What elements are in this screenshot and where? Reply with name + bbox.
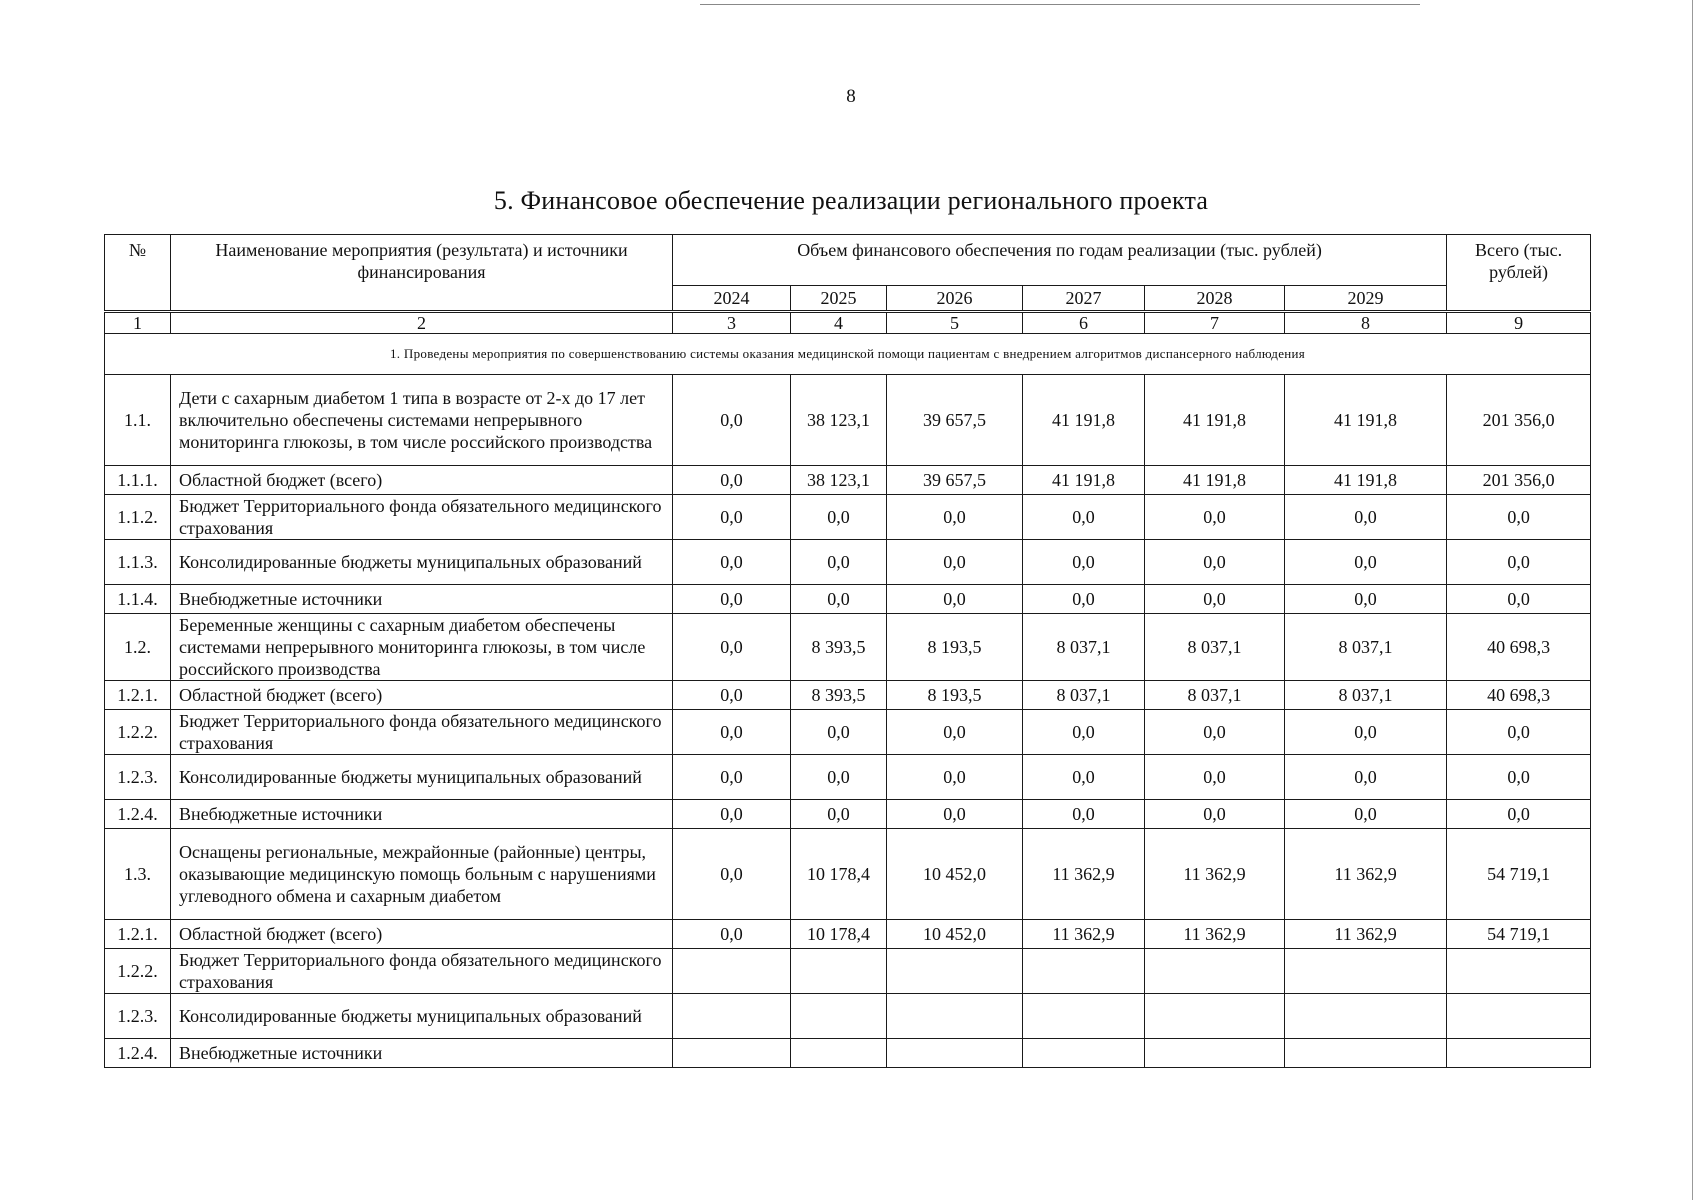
row-year-value: 0,0: [1145, 710, 1285, 755]
row-year-value: 0,0: [1145, 585, 1285, 614]
row-year-value: 10 452,0: [887, 920, 1023, 949]
row-year-value: 0,0: [673, 755, 791, 800]
column-number: 1: [105, 312, 171, 334]
row-year-value: 0,0: [887, 585, 1023, 614]
table-row: [105, 755, 1591, 800]
column-numbers-row: [105, 312, 1591, 334]
financing-table-container: [104, 234, 1590, 1068]
page-title: 5. Финансовое обеспечение реализации регионального проекта: [493, 186, 1209, 215]
scan-line-right: [1692, 0, 1693, 1200]
row-year-value: 10 178,4: [791, 829, 887, 920]
table-row: [105, 949, 1591, 994]
row-year-value: 39 657,5: [887, 466, 1023, 495]
row-year-value: 0,0: [1285, 585, 1447, 614]
row-year-value: 0,0: [673, 540, 791, 585]
row-year-value: [1285, 994, 1447, 1039]
row-year-value: 0,0: [1145, 540, 1285, 585]
column-number: 5: [887, 312, 1023, 334]
page-number: 8: [846, 86, 856, 107]
row-year-value: 0,0: [887, 800, 1023, 829]
header-total: Всего (тыс. рублей): [1447, 235, 1591, 312]
row-total-value: [1447, 994, 1591, 1039]
row-name: Дети с сахарным диабетом 1 типа в возрасте от 2-х до 17 лет включительно обеспечены системами непрерывного мониторинга глюкозы, в том числе российского производства: [171, 375, 673, 466]
row-year-value: 10 452,0: [887, 829, 1023, 920]
row-year-value: 0,0: [791, 710, 887, 755]
row-year-value: 0,0: [1145, 755, 1285, 800]
header-name: Наименование мероприятия (результата) и источники финансирования: [171, 235, 673, 312]
table-row: [105, 710, 1591, 755]
row-number: 1.2.2.: [105, 949, 171, 994]
column-number: 9: [1447, 312, 1591, 334]
row-name: Бюджет Территориального фонда обязательного медицинского страхования: [171, 710, 673, 755]
row-number: 1.1.2.: [105, 495, 171, 540]
row-year-value: 0,0: [1285, 710, 1447, 755]
column-number: 8: [1285, 312, 1447, 334]
row-year-value: 38 123,1: [791, 375, 887, 466]
row-number: 1.2.1.: [105, 681, 171, 710]
row-year-value: 0,0: [1023, 585, 1145, 614]
row-name: Внебюджетные источники: [171, 800, 673, 829]
row-name: Областной бюджет (всего): [171, 920, 673, 949]
header-year: 2026: [887, 286, 1023, 312]
row-total-value: 54 719,1: [1447, 920, 1591, 949]
column-number: 4: [791, 312, 887, 334]
row-number: 1.2.2.: [105, 710, 171, 755]
row-year-value: [791, 994, 887, 1039]
column-number: 3: [673, 312, 791, 334]
header-number: №: [105, 235, 171, 312]
financing-table: [104, 234, 1591, 1068]
row-year-value: 0,0: [673, 614, 791, 681]
header-year: 2028: [1145, 286, 1285, 312]
table-row: [105, 920, 1591, 949]
row-year-value: 0,0: [791, 585, 887, 614]
row-year-value: 8 393,5: [791, 614, 887, 681]
row-year-value: 0,0: [791, 755, 887, 800]
row-year-value: 8 037,1: [1145, 614, 1285, 681]
section-title: 1. Проведены мероприятия по совершенствованию системы оказания медицинской помощи пациентам с внедрением алгоритмов диспансерного наблюдения: [105, 334, 1591, 375]
row-year-value: 0,0: [791, 495, 887, 540]
row-year-value: 0,0: [673, 920, 791, 949]
row-year-value: 0,0: [673, 681, 791, 710]
row-name: Консолидированные бюджеты муниципальных образований: [171, 755, 673, 800]
row-year-value: 0,0: [1285, 800, 1447, 829]
row-number: 1.2.3.: [105, 755, 171, 800]
row-year-value: 8 037,1: [1145, 681, 1285, 710]
row-year-value: 0,0: [887, 710, 1023, 755]
header-year: 2024: [673, 286, 791, 312]
row-year-value: 41 191,8: [1023, 466, 1145, 495]
row-number: 1.1.: [105, 375, 171, 466]
header-row: [105, 235, 1591, 286]
row-year-value: [1145, 1039, 1285, 1068]
row-number: 1.2.4.: [105, 800, 171, 829]
row-year-value: 0,0: [673, 495, 791, 540]
row-year-value: 0,0: [1285, 755, 1447, 800]
row-year-value: 0,0: [1145, 495, 1285, 540]
row-year-value: 0,0: [673, 466, 791, 495]
row-year-value: 39 657,5: [887, 375, 1023, 466]
table-row: [105, 681, 1591, 710]
row-year-value: 8 193,5: [887, 681, 1023, 710]
row-year-value: [1145, 994, 1285, 1039]
row-year-value: 0,0: [791, 800, 887, 829]
row-total-value: 40 698,3: [1447, 614, 1591, 681]
row-total-value: 0,0: [1447, 585, 1591, 614]
table-body: [105, 312, 1591, 1068]
row-total-value: 0,0: [1447, 755, 1591, 800]
row-total-value: 0,0: [1447, 540, 1591, 585]
row-year-value: [673, 949, 791, 994]
row-year-value: [673, 994, 791, 1039]
row-number: 1.2.1.: [105, 920, 171, 949]
row-year-value: 41 191,8: [1285, 375, 1447, 466]
row-year-value: 0,0: [673, 829, 791, 920]
row-year-value: 11 362,9: [1145, 829, 1285, 920]
row-name: Областной бюджет (всего): [171, 466, 673, 495]
row-name: Областной бюджет (всего): [171, 681, 673, 710]
row-year-value: 11 362,9: [1023, 829, 1145, 920]
row-year-value: 38 123,1: [791, 466, 887, 495]
row-year-value: [887, 1039, 1023, 1068]
row-year-value: 0,0: [1023, 540, 1145, 585]
table-row: [105, 495, 1591, 540]
row-year-value: 41 191,8: [1285, 466, 1447, 495]
row-total-value: 40 698,3: [1447, 681, 1591, 710]
table-row: [105, 800, 1591, 829]
row-year-value: [1285, 949, 1447, 994]
row-year-value: 0,0: [673, 800, 791, 829]
table-row: [105, 994, 1591, 1039]
column-number: 2: [171, 312, 673, 334]
row-year-value: [791, 949, 887, 994]
row-number: 1.2.4.: [105, 1039, 171, 1068]
row-name: Внебюджетные источники: [171, 1039, 673, 1068]
row-year-value: [1145, 949, 1285, 994]
row-number: 1.1.4.: [105, 585, 171, 614]
row-year-value: 0,0: [1023, 755, 1145, 800]
row-year-value: 8 037,1: [1023, 614, 1145, 681]
table-row: [105, 585, 1591, 614]
row-year-value: 0,0: [673, 375, 791, 466]
row-total-value: 0,0: [1447, 495, 1591, 540]
row-year-value: 0,0: [1023, 495, 1145, 540]
row-year-value: 41 191,8: [1023, 375, 1145, 466]
row-year-value: 8 037,1: [1023, 681, 1145, 710]
row-year-value: 41 191,8: [1145, 466, 1285, 495]
row-year-value: 11 362,9: [1285, 829, 1447, 920]
row-year-value: 0,0: [887, 540, 1023, 585]
row-year-value: 41 191,8: [1145, 375, 1285, 466]
row-total-value: 0,0: [1447, 800, 1591, 829]
row-year-value: 0,0: [1023, 710, 1145, 755]
row-year-value: [1023, 994, 1145, 1039]
row-year-value: 11 362,9: [1285, 920, 1447, 949]
row-number: 1.3.: [105, 829, 171, 920]
row-total-value: [1447, 949, 1591, 994]
row-name: Консолидированные бюджеты муниципальных образований: [171, 994, 673, 1039]
row-total-value: 201 356,0: [1447, 466, 1591, 495]
table-row: [105, 540, 1591, 585]
row-year-value: 8 393,5: [791, 681, 887, 710]
row-total-value: 54 719,1: [1447, 829, 1591, 920]
row-year-value: 0,0: [887, 755, 1023, 800]
row-year-value: 8 193,5: [887, 614, 1023, 681]
row-year-value: 8 037,1: [1285, 681, 1447, 710]
column-number: 7: [1145, 312, 1285, 334]
row-year-value: 8 037,1: [1285, 614, 1447, 681]
row-year-value: 0,0: [887, 495, 1023, 540]
header-year: 2029: [1285, 286, 1447, 312]
header-year: 2025: [791, 286, 887, 312]
row-year-value: [673, 1039, 791, 1068]
table-row: [105, 614, 1591, 681]
row-year-value: [791, 1039, 887, 1068]
section-row: [105, 334, 1591, 375]
row-number: 1.1.3.: [105, 540, 171, 585]
table-row: [105, 375, 1591, 466]
row-year-value: [1023, 1039, 1145, 1068]
row-year-value: [887, 994, 1023, 1039]
row-number: 1.2.3.: [105, 994, 171, 1039]
row-year-value: 0,0: [1285, 540, 1447, 585]
row-year-value: 0,0: [1023, 800, 1145, 829]
row-year-value: 0,0: [673, 585, 791, 614]
row-year-value: [1023, 949, 1145, 994]
row-number: 1.2.: [105, 614, 171, 681]
row-name: Внебюджетные источники: [171, 585, 673, 614]
row-year-value: 11 362,9: [1145, 920, 1285, 949]
row-name: Бюджет Территориального фонда обязательного медицинского страхования: [171, 495, 673, 540]
row-name: Оснащены региональные, межрайонные (районные) центры, оказывающие медицинскую помощь больным с нарушениями углеводного обмена и сахарным диабетом: [171, 829, 673, 920]
table-row: [105, 829, 1591, 920]
table-row: [105, 466, 1591, 495]
header-year: 2027: [1023, 286, 1145, 312]
row-year-value: 0,0: [791, 540, 887, 585]
row-total-value: 0,0: [1447, 710, 1591, 755]
row-number: 1.1.1.: [105, 466, 171, 495]
row-name: Консолидированные бюджеты муниципальных образований: [171, 540, 673, 585]
row-year-value: 0,0: [1285, 495, 1447, 540]
row-year-value: 10 178,4: [791, 920, 887, 949]
row-name: Бюджет Территориального фонда обязательного медицинского страхования: [171, 949, 673, 994]
column-number: 6: [1023, 312, 1145, 334]
scan-line-top: [700, 4, 1420, 5]
row-total-value: 201 356,0: [1447, 375, 1591, 466]
row-year-value: [1285, 1039, 1447, 1068]
header-volume: Объем финансового обеспечения по годам реализации (тыс. рублей): [673, 235, 1447, 286]
row-year-value: 0,0: [673, 710, 791, 755]
row-total-value: [1447, 1039, 1591, 1068]
table-row: [105, 1039, 1591, 1068]
row-year-value: 0,0: [1145, 800, 1285, 829]
row-year-value: [887, 949, 1023, 994]
row-year-value: 11 362,9: [1023, 920, 1145, 949]
row-name: Беременные женщины с сахарным диабетом обеспечены системами непрерывного мониторинга глюкозы, в том числе российского производства: [171, 614, 673, 681]
